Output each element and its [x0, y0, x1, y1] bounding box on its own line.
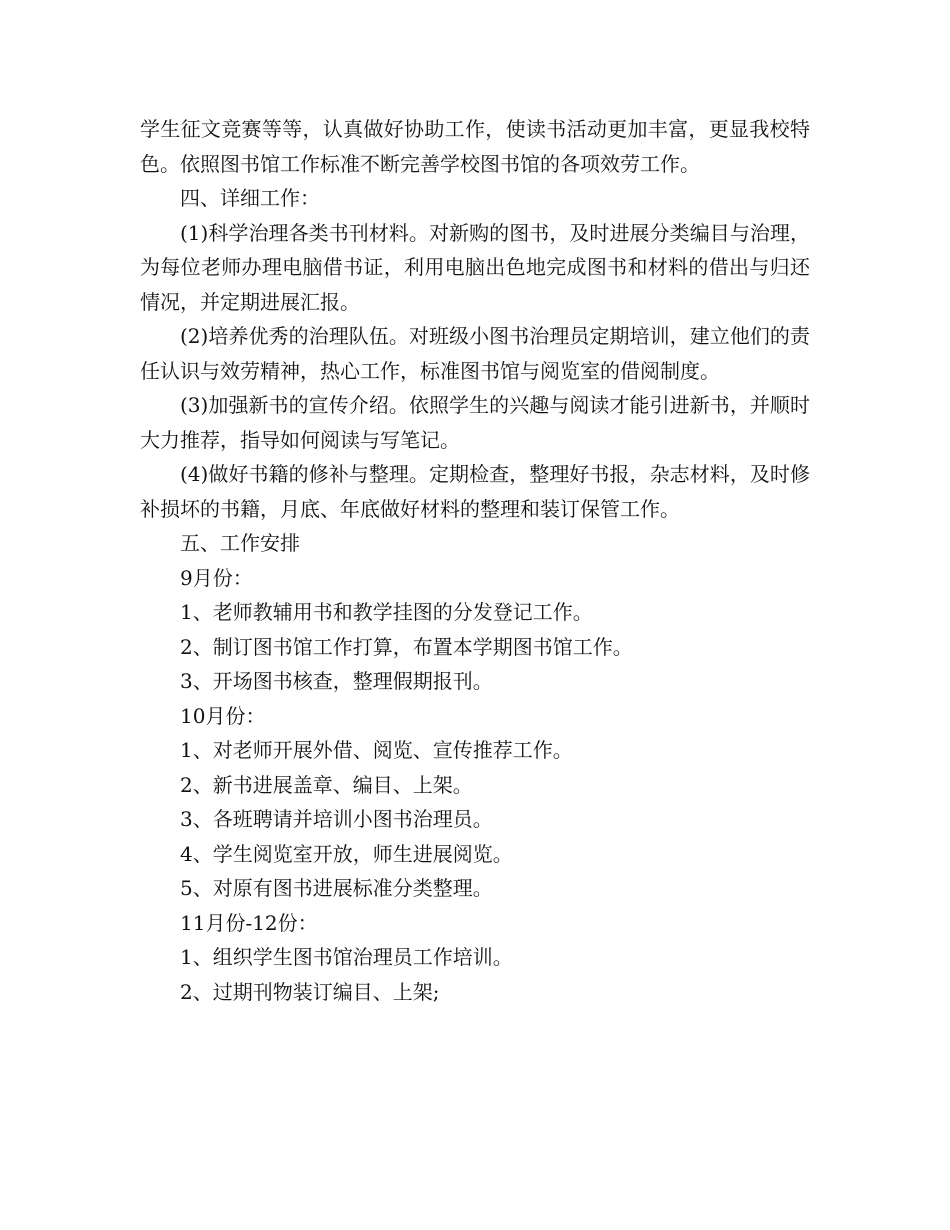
paragraph-item-4: (4)做好书籍的修补与整理。定期检查，整理好书报，杂志材料，及时修补损坏的书籍，月底、年底做好材料的整理和装订保管工作。: [140, 462, 810, 521]
section-heading-work-schedule: 五、工作安排: [180, 531, 300, 555]
document-body: [140, 112, 810, 1009]
paragraph-item-1: (1)科学治理各类书刊材料。对新购的图书，及时进展分类编目与治理，为每位老师办理电脑借书证，利用电脑出色地完成图书和材料的借出与归还情况，并定期进展汇报。: [140, 220, 810, 314]
list-item: 4、学生阅览室开放，师生进展阅览。: [180, 841, 513, 866]
paragraph-item-3: (3)加强新书的宣传介绍。依照学生的兴趣与阅读才能引进新书，并顺时大力推荐，指导如何阅读与写笔记。: [140, 393, 810, 452]
list-item: 3、各班聘请并培训小图书治理员。: [180, 807, 493, 831]
paragraph-item-2: (2)培养优秀的治理队伍。对班级小图书治理员定期培训，建立他们的责任认识与效劳精神，热心工作，标准图书馆与阅览室的借阅制度。: [140, 324, 810, 383]
list-item: 2、新书进展盖章、编目、上架。: [180, 772, 473, 797]
month-heading-october: 10月份：: [180, 703, 266, 728]
month-heading-september: 9月份：: [180, 565, 253, 590]
list-item: 5、对原有图书进展标准分类整理。: [180, 876, 493, 900]
section-heading-detailed-work: 四、详细工作：: [180, 186, 320, 210]
list-item: 3、开场图书核查，整理假期报刊。: [180, 669, 493, 693]
paragraph-continuation: 学生征文竞赛等等，认真做好协助工作，使读书活动更加丰富，更显我校特色。依照图书馆工作标准不断完善学校图书馆的各项效劳工作。: [140, 117, 810, 176]
list-item: 2、制订图书馆工作打算，布置本学期图书馆工作。: [180, 634, 633, 659]
list-item: 1、对老师开展外借、阅览、宣传推荐工作。: [180, 738, 573, 762]
month-heading-november-december: 11月份-12份：: [180, 910, 318, 935]
list-item: 2、过期刊物装订编目、上架;: [180, 979, 440, 1004]
list-item: 1、老师教辅用书和教学挂图的分发登记工作。: [180, 600, 593, 624]
list-item: 1、组织学生图书馆治理员工作培训。: [180, 945, 513, 969]
